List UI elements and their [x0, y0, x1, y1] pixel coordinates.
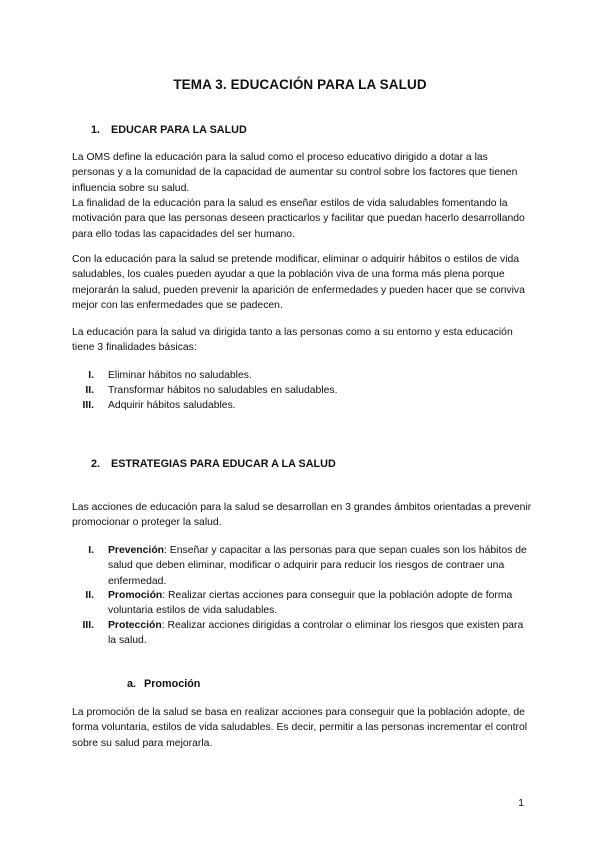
section-1-paragraph-2: La finalidad de la educación para la salud es enseñar estilos de vida saludables fomentando la motivación para que las personas deseen practicarlos y facilitar que puedan hacerlo desarrollando para ello todas las capacidades del ser humano.	[72, 198, 525, 240]
section-1-number: 1.	[91, 124, 101, 136]
list-item-text: Eliminar hábitos no saludables.	[108, 370, 252, 381]
section-2-paragraph-1: Las acciones de educación para la salud se desarrollan en 3 grandes ámbitos orientadas a prevenir promocionar o proteger la salud.	[72, 502, 532, 529]
list-item-description: : Realizar ciertas acciones para conseguir que la población adopte de forma voluntaria estilos de vida saludables.	[108, 590, 513, 617]
section-2-title: ESTRATEGIAS PARA EDUCAR A LA SALUD	[111, 458, 336, 470]
list-item	[72, 618, 532, 649]
page-number: 1	[518, 798, 524, 809]
section-1-paragraph-1: La OMS define la educación para la salud como el proceso educativo dirigido a dotar a las personas y a la comunidad de la capacidad de aumentar su control sobre los factores que tienen influencia sobre su salud.	[72, 152, 518, 194]
list-item-term: Protección	[108, 620, 162, 631]
list-item-term: Promoción	[108, 590, 163, 601]
section-1-heading	[91, 124, 247, 136]
list-item-text	[108, 618, 532, 649]
page-title: TEMA 3. EDUCACIÓN PARA LA SALUD	[173, 77, 427, 92]
section-1-paragraph-4: La educación para la salud va dirigida tanto a las personas como a su entorno y esta educación tiene 3 finalidades básicas:	[72, 327, 513, 354]
list-item-number: I.	[88, 370, 94, 381]
list-item	[72, 543, 532, 589]
list-item-number: III.	[82, 400, 94, 411]
list-item	[72, 588, 532, 619]
list-item-number: III.	[82, 620, 94, 631]
list-item-number: II.	[85, 385, 94, 396]
section-1-title: EDUCAR PARA LA SALUD	[111, 124, 247, 136]
list-item-number: I.	[88, 545, 94, 556]
list-item-text: Transformar hábitos no saludables en saludables.	[108, 385, 338, 396]
section-2-number: 2.	[91, 458, 101, 470]
list-item-text: Adquirir hábitos saludables.	[108, 400, 236, 411]
list-item-description: : Realizar acciones dirigidas a controlar o eliminar los riesgos que existen para la salud.	[108, 620, 524, 647]
subsection-a-heading	[127, 678, 200, 690]
list-item-text	[108, 543, 532, 589]
subsection-a-letter: a.	[127, 678, 137, 690]
section-2-heading	[91, 458, 336, 470]
list-item-term: Prevención	[108, 545, 165, 556]
list-item-number: II.	[85, 590, 94, 601]
section-1-paragraph-3: Con la educación para la salud se pretende modificar, eliminar o adquirir hábitos o estilos de vida saludables, los cuales pueden ayudar a que la población viva de una forma más plena porque mejorarán la salud, pueden prevenir la aparición de enfermedades y pueden hacer que se conviva mejor con las enfermedades que se padecen.	[72, 254, 525, 312]
subsection-a-title: Promoción	[144, 678, 201, 690]
subsection-a-paragraph-1: La promoción de la salud se basa en realizar acciones para conseguir que la población adopte, de forma voluntaria, estilos de vida saludables. Es decir, permitir a las personas incrementar el control sobre su salud para mejorarla.	[72, 707, 528, 749]
list-item-text	[108, 588, 532, 619]
list-item-description: : Enseñar y capacitar a las personas para que sepan cuales son los hábitos de salud que deben eliminar, modificar o adquirir para reducir los riesgos de contraer una enfermedad.	[108, 545, 527, 587]
